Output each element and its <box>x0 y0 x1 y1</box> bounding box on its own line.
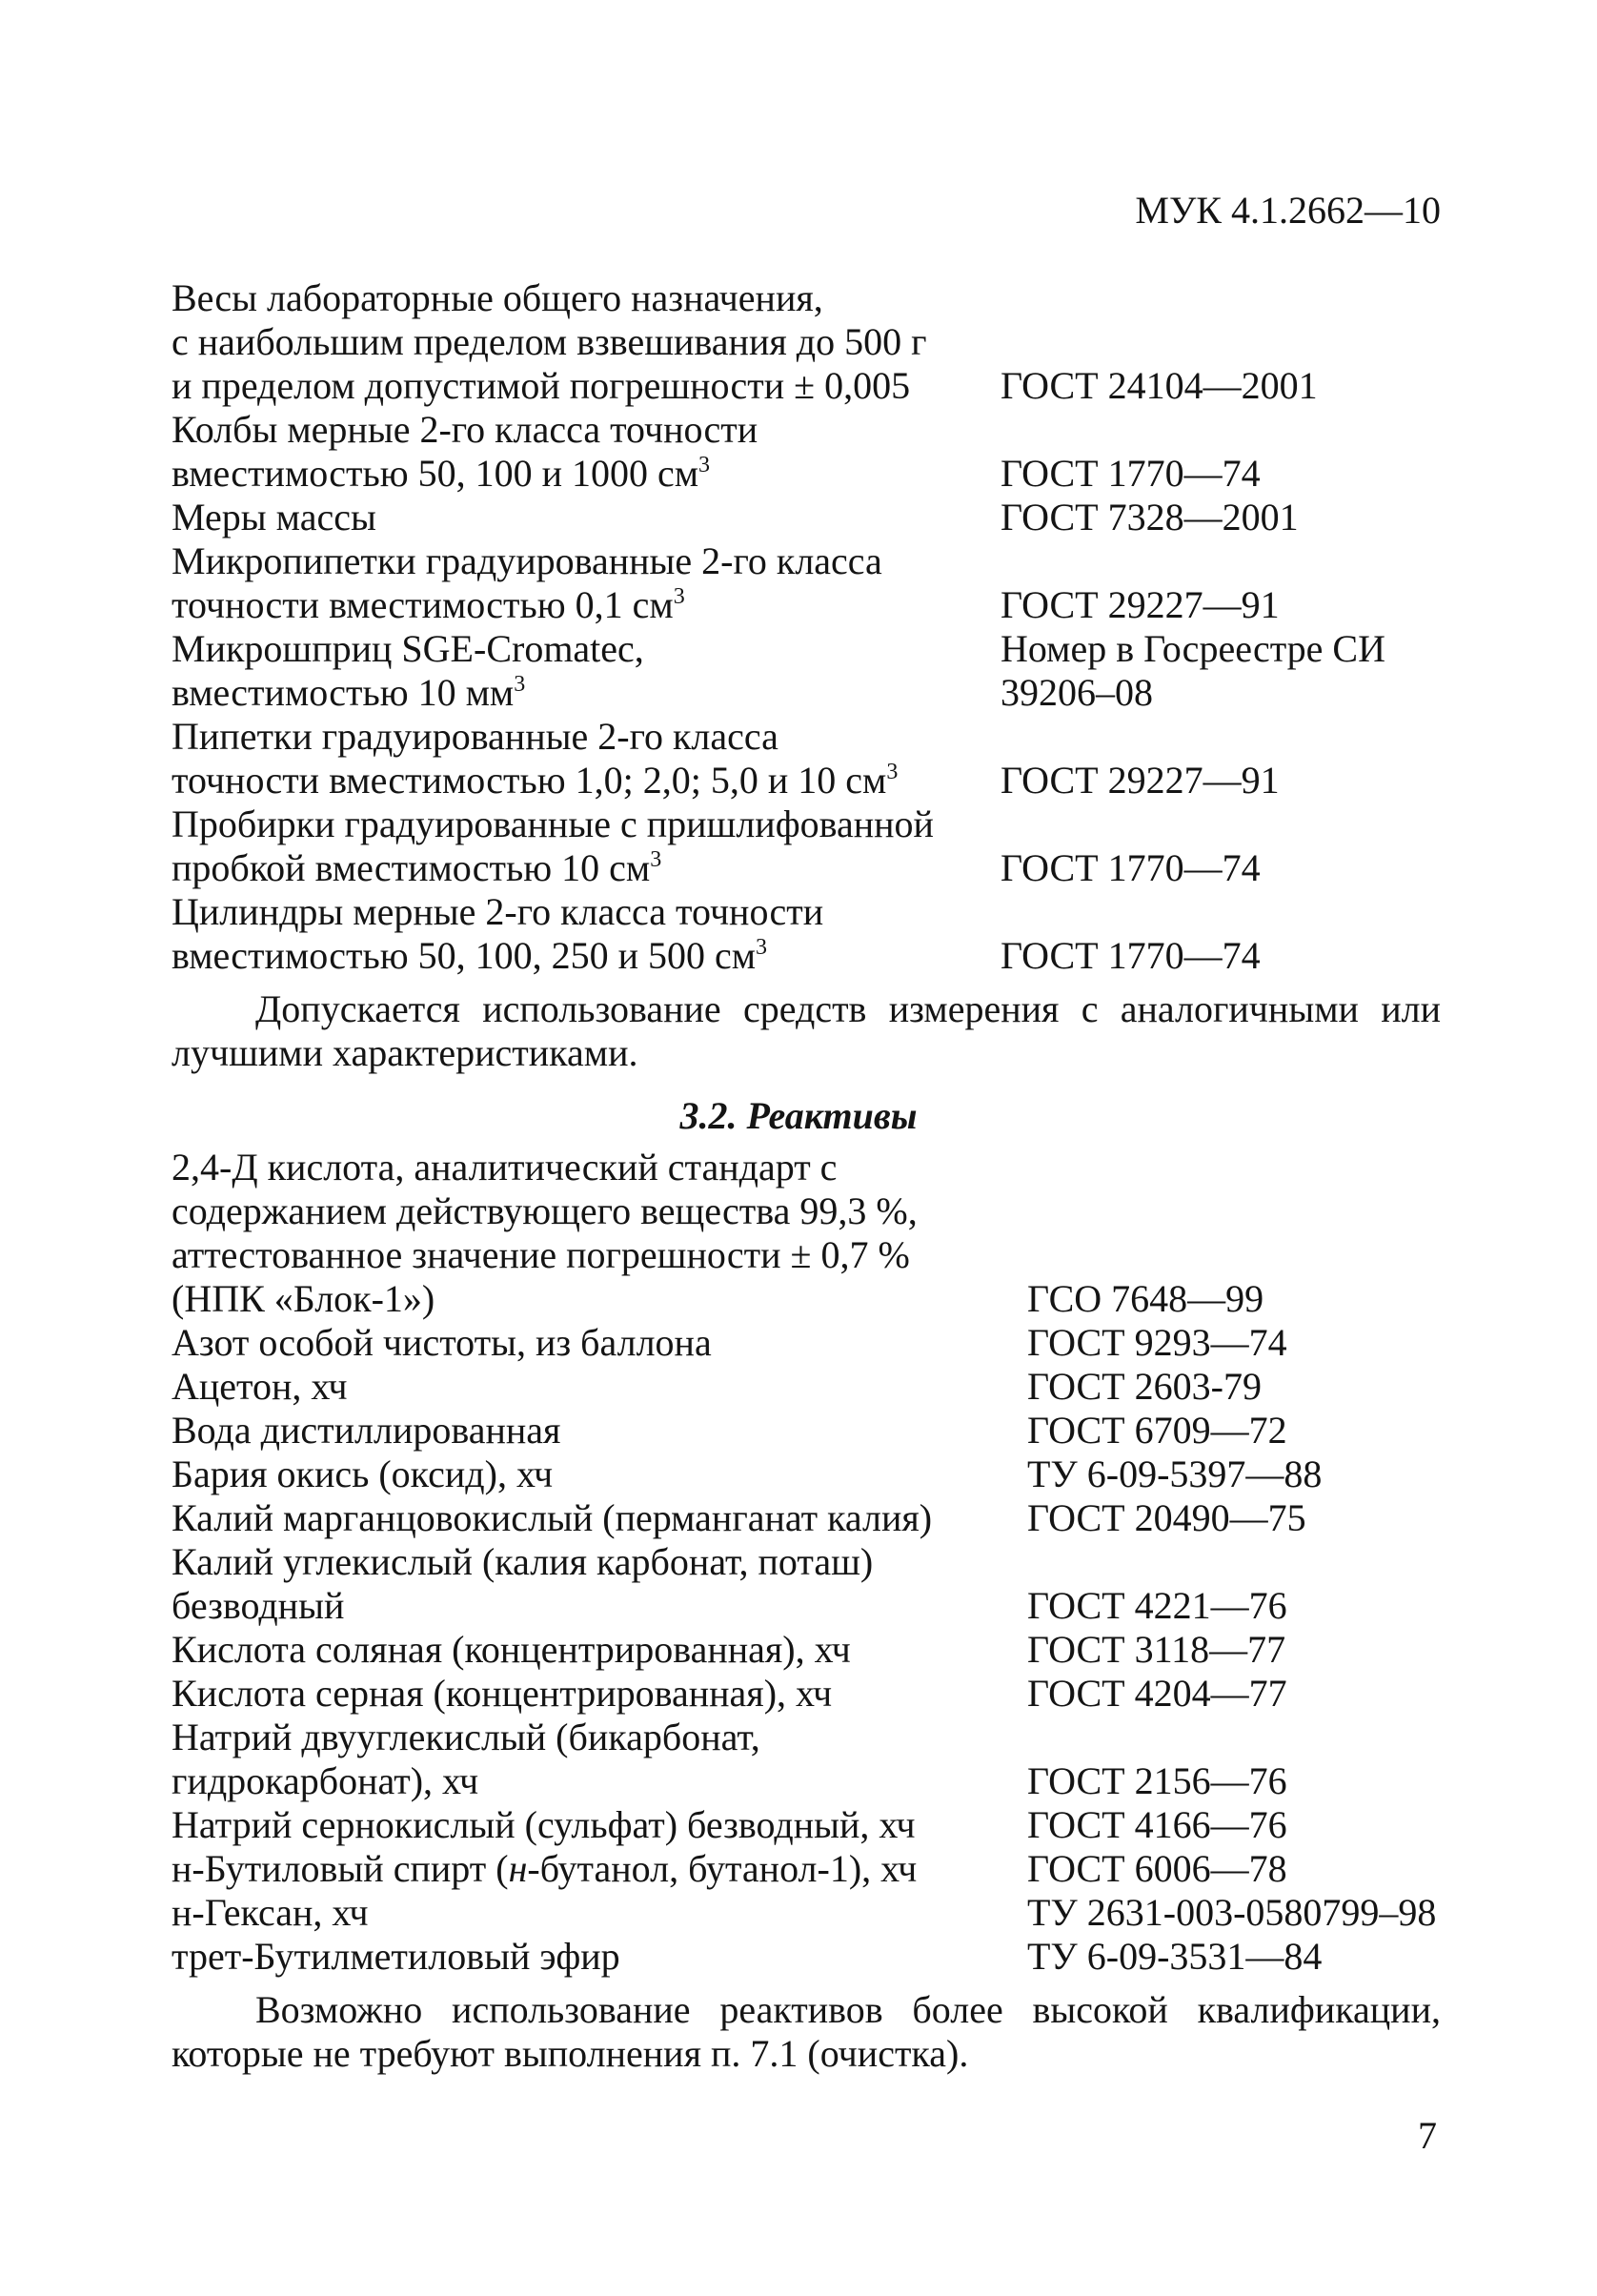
list-item-line <box>172 1540 1441 1584</box>
item-name-line <box>172 452 710 496</box>
standard-reference: ГОСТ 2156—76 <box>1027 1759 1287 1802</box>
item-name-line <box>172 1935 620 1979</box>
item-name-text: трет-Бутилметиловый эфир <box>172 1935 620 1978</box>
unit-superscript: 3 <box>756 935 768 960</box>
item-name-text: Натрий сернокислый (сульфат) безводный, хч <box>172 1803 916 1846</box>
item-name-text: Пипетки градуированные 2-го класса <box>172 715 778 758</box>
item-name-text: н-Бутиловый спирт (н-бутанол, бутанол-1), хч <box>172 1847 918 1890</box>
unit-superscript: 3 <box>698 453 711 477</box>
item-name-line <box>172 627 644 671</box>
item-name-line <box>172 934 767 978</box>
item-name-line <box>172 1146 837 1189</box>
list-item-line <box>172 364 1441 408</box>
measuring-instruments-list <box>172 276 1441 978</box>
list-item-line <box>172 1189 1441 1233</box>
list-item-line <box>172 671 1441 715</box>
item-name-line <box>172 1277 435 1321</box>
standard-reference: ГОСТ 6709—72 <box>1027 1409 1287 1452</box>
standard-reference: ГОСТ 1770—74 <box>1001 934 1261 977</box>
item-name-line <box>172 1496 932 1540</box>
standard-reference: ГОСТ 3118—77 <box>1027 1628 1286 1671</box>
list-item-line <box>172 1935 1441 1979</box>
item-name-text: аттестованное значение погрешности ± 0,7 % <box>172 1233 910 1276</box>
list-item-line <box>172 1277 1441 1321</box>
item-name-text: Цилиндры мерные 2-го класса точности <box>172 890 824 933</box>
list-item-line <box>172 759 1441 803</box>
list-item-line <box>172 320 1441 364</box>
list-item-line <box>172 803 1441 846</box>
item-name-text: точности вместимостью 0,1 см <box>172 583 674 626</box>
standard-reference: 39206–08 <box>1001 671 1153 714</box>
list-item-line <box>172 1409 1441 1453</box>
item-name-text: пробкой вместимостью 10 см <box>172 846 651 889</box>
item-name-text: Калий марганцовокислый (перманганат калия) <box>172 1496 933 1539</box>
standard-reference: ГОСТ 7328—2001 <box>1001 496 1299 538</box>
standard-reference: ГОСТ 20490—75 <box>1027 1496 1306 1539</box>
list-item-line <box>172 276 1441 320</box>
list-item-line <box>172 1496 1441 1540</box>
item-name-text: Меры массы <box>172 496 376 538</box>
item-name-line <box>172 1847 917 1891</box>
item-name-line <box>172 1672 832 1716</box>
instruments-note-paragraph: Допускается использование средств измерения с аналогичными или лучшими характеристиками. <box>172 987 1441 1074</box>
item-name-text: безводный <box>172 1584 345 1627</box>
standard-reference: ГОСТ 24104—2001 <box>1001 364 1318 407</box>
item-name-line <box>172 759 898 803</box>
list-item-line <box>172 583 1441 627</box>
standard-reference: ГОСТ 6006—78 <box>1027 1847 1287 1890</box>
standard-reference: ГСО 7648—99 <box>1027 1277 1264 1320</box>
item-name-line <box>172 1233 910 1277</box>
item-name-line <box>172 1803 916 1847</box>
item-name-line <box>172 408 758 452</box>
item-name-line <box>172 539 882 583</box>
item-name-text: Азот особой чистоты, из баллона <box>172 1321 712 1364</box>
item-name-line <box>172 671 525 715</box>
list-item-line <box>172 496 1441 539</box>
item-name-line <box>172 846 661 890</box>
item-name-text: 2,4-Д кислота, аналитический стандарт с <box>172 1146 838 1189</box>
list-item-line <box>172 627 1441 671</box>
reagents-list <box>172 1146 1441 1979</box>
list-item-line <box>172 1146 1441 1189</box>
standard-reference: ГОСТ 4221—76 <box>1027 1584 1287 1627</box>
item-name-line <box>172 1453 553 1496</box>
list-item-line <box>172 1233 1441 1277</box>
standard-reference: ГОСТ 1770—74 <box>1001 846 1261 889</box>
list-item-line <box>172 1628 1441 1672</box>
item-name-text: Бария окись (оксид), хч <box>172 1453 554 1495</box>
item-name-line <box>172 1759 478 1803</box>
item-name-text: с наибольшим пределом взвешивания до 500 г <box>172 320 927 363</box>
item-name-line <box>172 496 376 539</box>
list-item-line <box>172 1365 1441 1409</box>
item-name-text: Натрий двууглекислый (бикарбонат, <box>172 1716 760 1758</box>
item-name-line <box>172 890 823 934</box>
unit-superscript: 3 <box>650 847 662 872</box>
list-item-line <box>172 452 1441 496</box>
item-name-text: Весы лабораторные общего назначения, <box>172 276 823 319</box>
item-name-text: Пробирки градуированные с пришлифованной <box>172 803 934 845</box>
item-name-text: Ацетон, хч <box>172 1365 348 1408</box>
item-name-text: Микропипетки градуированные 2-го класса <box>172 539 882 582</box>
document-code-header: МУК 4.1.2662—10 <box>1135 189 1441 232</box>
item-name-line <box>172 583 685 627</box>
list-item-line <box>172 539 1441 583</box>
unit-superscript: 3 <box>514 672 526 697</box>
item-name-text: гидрокарбонат), хч <box>172 1759 479 1802</box>
standard-reference: ТУ 6-09-3531—84 <box>1027 1935 1323 1978</box>
standard-reference: ТУ 6-09-5397—88 <box>1027 1453 1323 1495</box>
list-item-line <box>172 1759 1441 1803</box>
item-name-line <box>172 1891 369 1935</box>
list-item-line <box>172 715 1441 759</box>
item-name-line <box>172 1321 712 1365</box>
item-name-text: содержанием действующего вещества 99,3 %, <box>172 1189 918 1232</box>
list-item-line <box>172 1891 1441 1935</box>
item-name-line <box>172 1409 560 1453</box>
item-name-line <box>172 803 934 846</box>
item-name-text: н-Гексан, хч <box>172 1891 369 1934</box>
standard-reference: ГОСТ 9293—74 <box>1027 1321 1287 1364</box>
item-name-text: Калий углекислый (калия карбонат, поташ) <box>172 1540 874 1583</box>
item-name-text: Колбы мерные 2-го класса точности <box>172 408 758 451</box>
item-name-line <box>172 276 823 320</box>
standard-reference: ГОСТ 4204—77 <box>1027 1672 1287 1715</box>
item-name-line <box>172 1584 344 1628</box>
standard-reference: ГОСТ 1770—74 <box>1001 452 1261 495</box>
list-item-line <box>172 1672 1441 1716</box>
standard-reference: ГОСТ 4166—76 <box>1027 1803 1287 1846</box>
list-item-line <box>172 408 1441 452</box>
list-item-line <box>172 1803 1441 1847</box>
list-item-line <box>172 846 1441 890</box>
unit-superscript: 3 <box>886 760 899 784</box>
item-name-text: точности вместимостью 1,0; 2,0; 5,0 и 10 см <box>172 759 887 802</box>
reagents-note-paragraph: Возможно использование реактивов более высокой квалификации, которые не требуют выполнения п. 7.1 (очистка). <box>172 1988 1441 2075</box>
item-name-line <box>172 1540 873 1584</box>
list-item-line <box>172 1584 1441 1628</box>
standard-reference: ГОСТ 2603-79 <box>1027 1365 1262 1408</box>
section-title-reagents: 3.2. Реактивы <box>679 1094 918 1137</box>
list-item-line <box>172 934 1441 978</box>
unit-superscript: 3 <box>673 584 685 609</box>
list-item-line <box>172 1321 1441 1365</box>
item-name-text: Микрошприц SGE-Cromatec, <box>172 627 644 670</box>
item-name-line <box>172 1189 918 1233</box>
list-item-line <box>172 1847 1441 1891</box>
item-name-text: Вода дистиллированная <box>172 1409 561 1452</box>
item-name-text: Кислота серная (концентрированная), хч <box>172 1672 833 1715</box>
item-name-text: Кислота соляная (концентрированная), хч <box>172 1628 851 1671</box>
item-name-text: (НПК «Блок-1») <box>172 1277 435 1320</box>
item-name-line <box>172 364 910 408</box>
item-name-line <box>172 320 927 364</box>
item-name-text: и пределом допустимой погрешности ± 0,005 <box>172 364 911 407</box>
standard-reference: ТУ 2631-003-0580799–98 <box>1027 1891 1437 1934</box>
item-name-line <box>172 1716 760 1759</box>
standard-reference: ГОСТ 29227—91 <box>1001 759 1280 802</box>
page-number: 7 <box>1418 2114 1437 2157</box>
list-item-line <box>172 1453 1441 1496</box>
item-name-line <box>172 715 778 759</box>
item-name-text: вместимостью 10 мм <box>172 671 515 714</box>
list-item-line <box>172 1716 1441 1759</box>
item-name-text: вместимостью 50, 100 и 1000 см <box>172 452 699 495</box>
item-name-line <box>172 1365 348 1409</box>
standard-reference: ГОСТ 29227—91 <box>1001 583 1280 626</box>
list-item-line <box>172 890 1441 934</box>
standard-reference: Номер в Госреестре СИ <box>1001 627 1385 670</box>
item-name-line <box>172 1628 851 1672</box>
item-name-text: вместимостью 50, 100, 250 и 500 см <box>172 934 757 977</box>
